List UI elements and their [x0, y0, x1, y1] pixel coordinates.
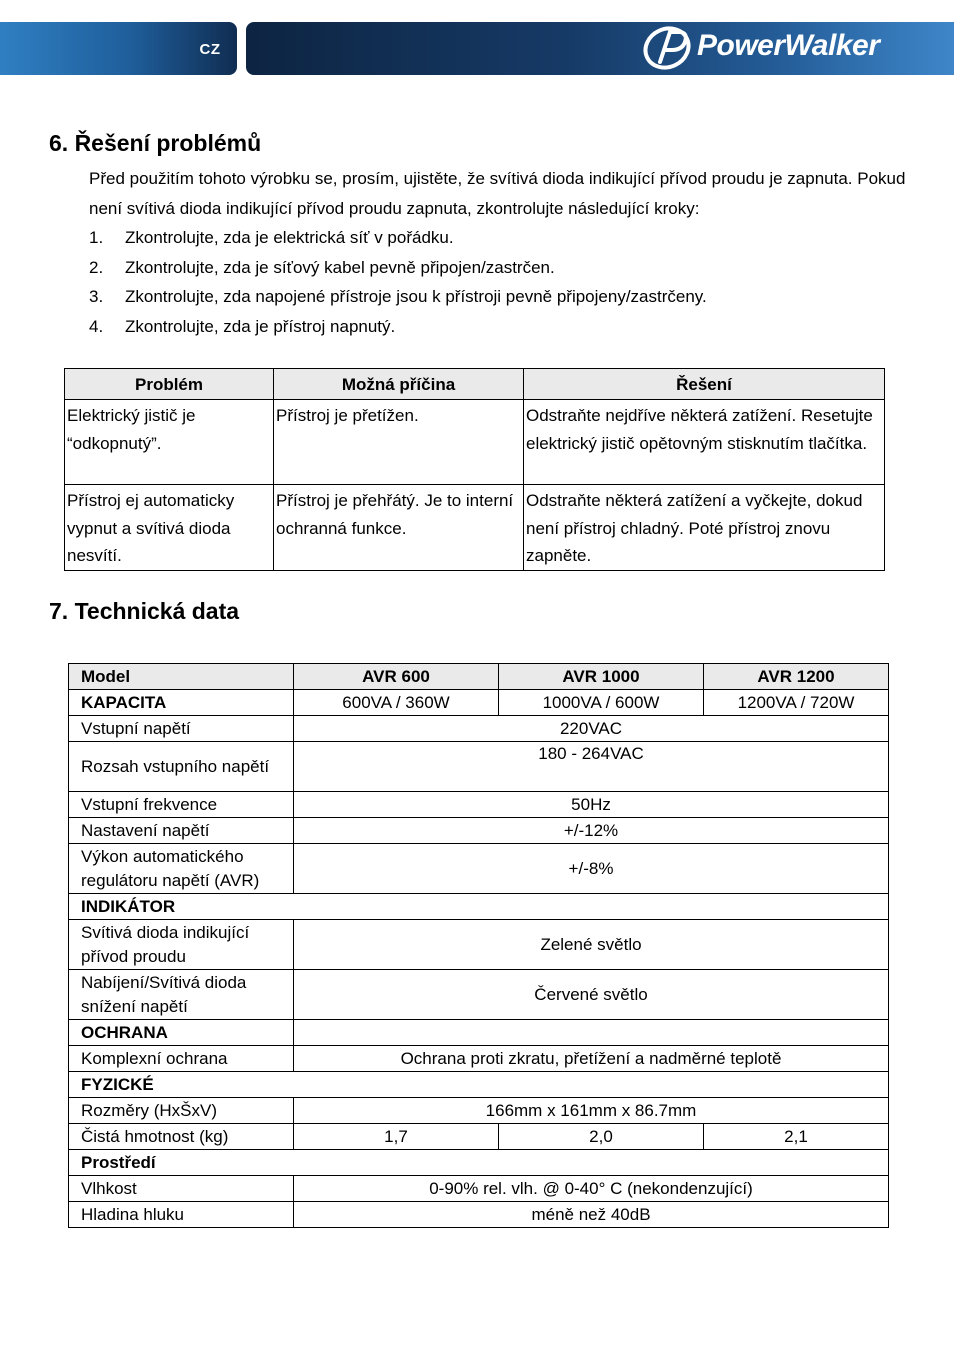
spec-label: Rozsah vstupního napětí	[69, 742, 294, 792]
table-row	[69, 920, 889, 970]
spec-label: Svítivá dioda indikující přívod proudu	[69, 920, 294, 970]
spec-value: 1,7	[294, 1124, 499, 1150]
spec-table	[68, 663, 889, 1228]
spec-label: Komplexní ochrana	[69, 1046, 294, 1072]
table-row	[69, 1150, 889, 1176]
spec-section-label: Prostředí	[69, 1150, 889, 1176]
troubleshooting-table	[64, 368, 885, 571]
section-6-intro: Před použitím tohoto výrobku se, prosím, ujistěte, že svítivá dioda indikující přívod proudu je zapnuta. Pokud není svítivá dioda indikující přívod proudu zapnuta, zkontrolujte následující kroky:	[89, 169, 906, 218]
table-cell: Přístroj ej automaticky vypnut a svítivá dioda nesvítí.	[65, 485, 274, 571]
section-6-title: 6. Řešení problémů	[49, 130, 262, 156]
spec-section-label: FYZICKÉ	[69, 1072, 889, 1098]
table-row	[69, 690, 889, 716]
table-cell: Elektrický jistič je “odkopnutý”.	[65, 400, 274, 485]
table-row	[69, 818, 889, 844]
spec-section-label: OCHRANA	[69, 1020, 294, 1046]
table-cell: Přístroj je přetížen.	[274, 400, 524, 485]
spec-header-avr1000: AVR 1000	[499, 664, 704, 690]
list-item: 4. Zkontrolujte, zda je přístroj napnutý.	[89, 316, 396, 336]
spec-empty-cell	[294, 1020, 889, 1046]
spec-label: KAPACITA	[69, 690, 294, 716]
spec-label: Vstupní napětí	[69, 716, 294, 742]
language-code: CZ	[199, 41, 221, 58]
spec-value: 600VA / 360W	[294, 690, 499, 716]
spec-header-avr600: AVR 600	[294, 664, 499, 690]
spec-header-model: Model	[69, 664, 294, 690]
spec-label: Rozměry (HxŠxV)	[69, 1098, 294, 1124]
spec-value: 2,1	[704, 1124, 889, 1150]
table-row	[69, 792, 889, 818]
check-steps-list	[89, 223, 707, 341]
spec-label: Hladina hluku	[69, 1202, 294, 1228]
table-row	[69, 894, 889, 920]
spec-section-label: INDIKÁTOR	[69, 894, 889, 920]
spec-value: 220VAC	[294, 716, 889, 742]
table-row	[69, 1098, 889, 1124]
spec-value: 0-90% rel. vlh. @ 0-40° C (nekondenzující)	[294, 1176, 889, 1202]
powerwalker-logo-icon	[640, 24, 698, 72]
table-cell: Odstraňte některá zatížení a vyčkejte, dokud není přístroj chladný. Poté přístroj znovu zapněte.	[524, 485, 885, 571]
spec-value: 2,0	[499, 1124, 704, 1150]
spec-value: Červené světlo	[294, 970, 889, 1020]
spec-value: Zelené světlo	[294, 920, 889, 970]
list-item: 2. Zkontrolujte, zda je síťový kabel pevně připojen/zastrčen.	[89, 257, 555, 277]
column-header-cause: Možná příčina	[274, 369, 524, 400]
spec-value: 166mm x 161mm x 86.7mm	[294, 1098, 889, 1124]
table-row	[69, 716, 889, 742]
spec-value: Ochrana proti zkratu, přetížení a nadměrné teplotě	[294, 1046, 889, 1072]
spec-value: méně než 40dB	[294, 1202, 889, 1228]
table-row	[69, 844, 889, 894]
column-header-solution: Řešení	[524, 369, 885, 400]
table-row	[65, 400, 885, 485]
table-row	[69, 1020, 889, 1046]
spec-value: 1200VA / 720W	[704, 690, 889, 716]
table-cell: Odstraňte nejdříve některá zatížení. Resetujte elektrický jistič opětovným stisknutím tlačítka.	[524, 400, 885, 485]
spec-label: Nabíjení/Svítivá dioda snížení napětí	[69, 970, 294, 1020]
spec-label: Čistá hmotnost (kg)	[69, 1124, 294, 1150]
table-row	[69, 1046, 889, 1072]
column-header-problem: Problém	[65, 369, 274, 400]
table-cell: Přístroj je přehřátý. Je to interní ochranná funkce.	[274, 485, 524, 571]
spec-value: 50Hz	[294, 792, 889, 818]
spec-value: 180 - 264VAC	[294, 742, 889, 792]
table-row	[69, 970, 889, 1020]
spec-header-row	[69, 664, 889, 690]
table-row	[69, 1202, 889, 1228]
spec-value: +/-8%	[294, 844, 889, 894]
spec-header-avr1200: AVR 1200	[704, 664, 889, 690]
table-row	[69, 1124, 889, 1150]
table-row	[69, 1072, 889, 1098]
table-row	[69, 742, 889, 792]
spec-label: Výkon automatického regulátoru napětí (AVR)	[69, 844, 294, 894]
spec-value: 1000VA / 600W	[499, 690, 704, 716]
table-header-row	[65, 369, 885, 400]
list-item: 3. Zkontrolujte, zda napojené přístroje jsou k přístroji pevně připojeny/zastrčeny.	[89, 287, 707, 306]
spec-value: +/-12%	[294, 818, 889, 844]
spec-label: Vlhkost	[69, 1176, 294, 1202]
table-row	[69, 1176, 889, 1202]
list-item: 1. Zkontrolujte, zda je elektrická síť v pořádku.	[89, 228, 454, 247]
spec-label: Nastavení napětí	[69, 818, 294, 844]
table-row	[65, 485, 885, 571]
section-7-title: 7. Technická data	[49, 598, 240, 624]
brand-logo-text: PowerWalker	[697, 29, 880, 62]
spec-label: Vstupní frekvence	[69, 792, 294, 818]
